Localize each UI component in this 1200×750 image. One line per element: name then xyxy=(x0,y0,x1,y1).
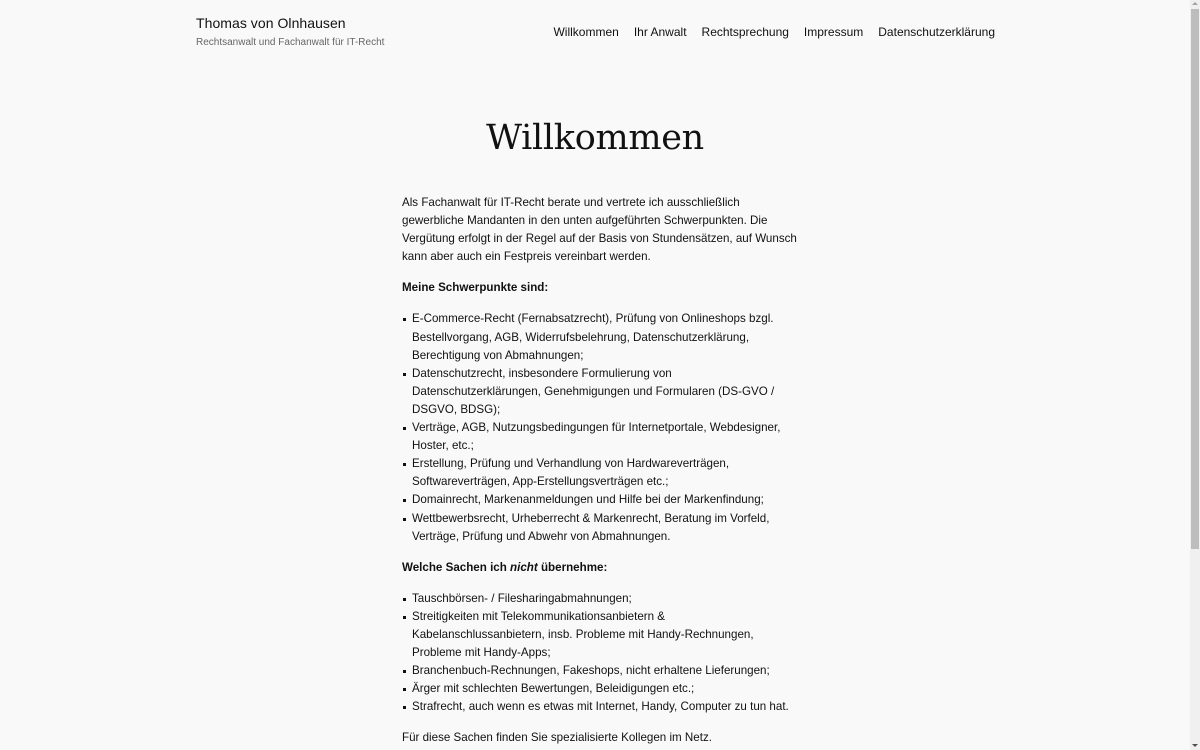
list-item: Datenschutzrecht, insbesondere Formulierung von Datenschutzerklärungen, Genehmigungen und Formularen (DS-GVO / DSGVO, BDSG); xyxy=(402,365,797,419)
list-item: Ärger mit schlechten Bewertungen, Beleidigungen etc.; xyxy=(402,680,797,698)
site-header xyxy=(0,0,1190,70)
closing-paragraph: Für diese Sachen finden Sie spezialisierte Kollegen im Netz. xyxy=(402,731,712,745)
focus-list xyxy=(402,310,797,545)
list-item: Branchenbuch-Rechnungen, Fakeshops, nicht erhaltene Lieferungen; xyxy=(402,662,797,680)
nav-item-impressum[interactable]: Impressum xyxy=(803,25,864,39)
scroll-down-arrow-icon[interactable] xyxy=(1192,743,1198,749)
main-navigation xyxy=(553,24,995,40)
vertical-scrollbar[interactable] xyxy=(1190,0,1200,750)
nav-item-ihr-anwalt[interactable]: Ihr Anwalt xyxy=(633,25,687,39)
list-item: Erstellung, Prüfung und Verhandlung von Hardwareverträgen, Softwareverträgen, App-Erstellungsverträgen etc.; xyxy=(402,455,797,491)
intro-paragraph: Als Fachanwalt für IT-Recht berate und vertrete ich ausschließlich gewerbliche Mandanten in den unten aufgeführten Schwerpunkten. Die Vergütung erfolgt in der Regel auf der Basis von Stundensätzen, auf Wunsch kann aber auch ein Festpreis vereinbart werden. xyxy=(402,196,797,264)
excluded-list xyxy=(402,590,797,717)
list-item: Verträge, AGB, Nutzungsbedingungen für Internetportale, Webdesigner, Hoster, etc.; xyxy=(402,419,797,455)
page-content xyxy=(402,194,797,750)
nav-item-rechtsprechung[interactable]: Rechtsprechung xyxy=(701,25,789,39)
site-title-link[interactable]: Thomas von Olnhausen xyxy=(196,15,346,31)
list-item: Streitigkeiten mit Telekommunikationsanbietern & Kabelanschlussanbietern, insb. Probleme mit Handy-Rechnungen, Probleme mit Handy-Apps; xyxy=(402,608,797,662)
list-item: Wettbewerbsrecht, Urheberrecht & Markenrecht, Beratung im Vorfeld, Verträge, Prüfung und Abwehr von Abmahnungen. xyxy=(402,510,797,546)
page-title: Willkommen xyxy=(486,118,704,158)
list-item: Strafrecht, auch wenn es etwas mit Internet, Handy, Computer zu tun hat. xyxy=(402,698,797,716)
excluded-heading-before: Welche Sachen ich xyxy=(402,560,511,574)
scroll-up-arrow-icon[interactable] xyxy=(1192,1,1198,7)
nav-item-willkommen[interactable]: Willkommen xyxy=(553,25,619,39)
list-item: Domainrecht, Markenanmeldungen und Hilfe bei der Markenfindung; xyxy=(402,491,797,509)
scrollbar-thumb[interactable] xyxy=(1191,9,1199,549)
list-item: Tauschbörsen- / Filesharingabmahnungen; xyxy=(402,590,797,608)
nav-item-datenschutzerklaerung[interactable]: Datenschutzerklärung xyxy=(878,25,995,39)
excluded-heading-after: übernehme: xyxy=(537,560,608,574)
excluded-heading xyxy=(402,559,797,577)
excluded-heading-emphasis: nicht xyxy=(510,560,538,574)
site-tagline: Rechtsanwalt und Fachanwalt für IT-Recht xyxy=(196,37,385,48)
list-item: E-Commerce-Recht (Fernabsatzrecht), Prüfung von Onlineshops bzgl. Bestellvorgang, AGB, Widerrufsbelehrung, Datenschutzerklärung, Berechtigung von Abmahnungen; xyxy=(402,310,797,364)
focus-heading: Meine Schwerpunkte sind: xyxy=(402,281,549,295)
